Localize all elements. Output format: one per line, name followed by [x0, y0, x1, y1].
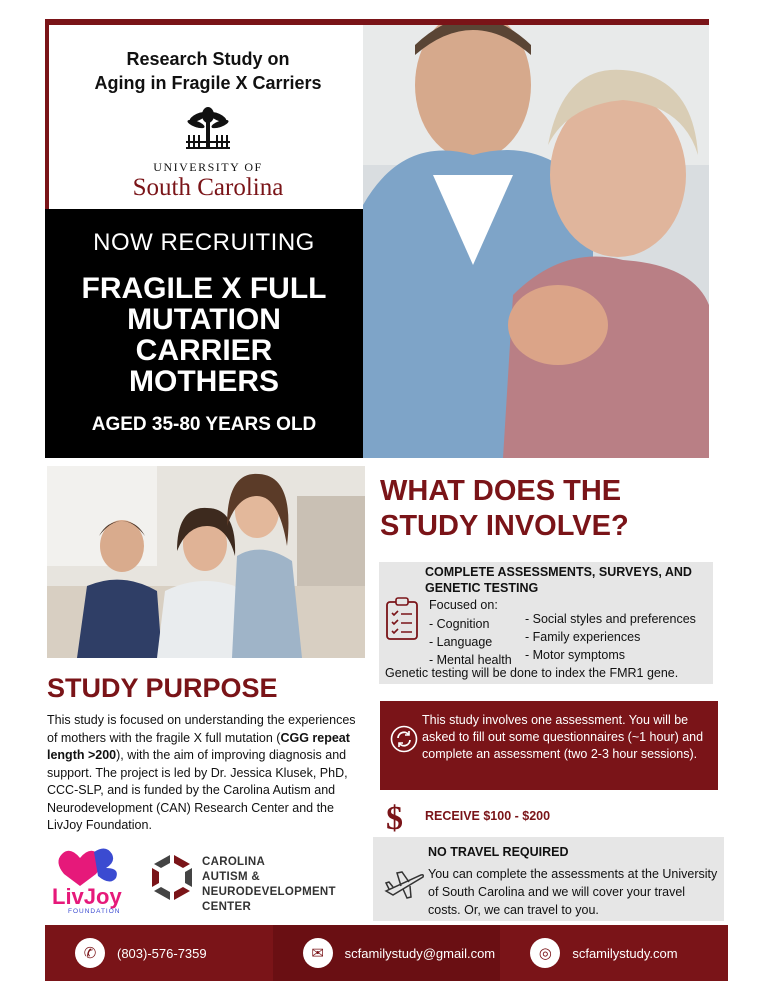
university-name: South Carolina: [132, 174, 284, 201]
livjoy-logo: [50, 846, 140, 914]
purpose-text-bold: CGG repeat length >200: [47, 730, 350, 762]
genetic-testing-note: Genetic testing will be done to index the FMR1 gene.: [385, 666, 679, 680]
phone-number[interactable]: (803)-576-7359: [117, 945, 207, 961]
livjoy-subtitle: FOUNDATION: [68, 908, 121, 914]
involve-heading-line2: STUDY INVOLVE?: [380, 510, 629, 542]
involve-heading: [380, 474, 710, 544]
contact-footer: [45, 925, 728, 981]
website-contact[interactable]: [500, 925, 728, 981]
assessments-panel: [379, 562, 713, 684]
clipboard-checklist-icon: [385, 597, 419, 641]
assessments-title: COMPLETE ASSESSMENTS, SURVEYS, AND GENETIC TESTING: [425, 565, 692, 595]
can-center-logo: [150, 851, 360, 913]
can-name-line1: CAROLINA: [202, 856, 266, 868]
travel-panel: [373, 837, 724, 921]
purpose-text-part: ), with the aim of improving diagnosis and support. The project is led by Dr. Jessica Klusek, PhD, CCC-SLP, and is funded by the Carolina Autism and Neurodevelopment (CAN) Research Center and the LivJoy Foundation.: [47, 748, 348, 832]
recruiting-target-line2: MUTATION: [127, 303, 281, 336]
usc-logo: [49, 105, 367, 201]
livjoy-name: LivJoy: [52, 884, 122, 909]
focus-item: - Motor symptoms: [525, 648, 626, 662]
travel-description: You can complete the assessments at the University of South Carolina and we will cover your travel costs. Or, we can travel to you.: [428, 867, 718, 917]
study-title-line1: Research Study on: [126, 49, 290, 69]
palmetto-icon: [183, 105, 233, 153]
assessment-description: This study involves one assessment. You will be asked to fill out some questionnaires (~1 hour) and complete an assessment (two 2-3 hour sessions).: [422, 713, 704, 761]
recruiting-target-line1: FRAGILE X FULL: [81, 272, 327, 305]
university-label: UNIVERSITY OF: [153, 160, 263, 174]
recruiting-target-line4: MOTHERS: [129, 365, 279, 398]
phone-contact[interactable]: [45, 925, 273, 981]
purpose-heading: STUDY PURPOSE: [47, 673, 278, 703]
focus-item: - Social styles and preferences: [525, 612, 696, 626]
recruiting-target-line3: CARRIER: [135, 334, 273, 367]
airplane-icon: [383, 869, 425, 899]
recruiting-box: [45, 209, 363, 458]
photo-mother-son: [363, 25, 709, 458]
can-emblem-icon: [150, 851, 198, 905]
focus-list-right: [525, 610, 696, 664]
age-range: AGED 35-80 YEARS OLD: [91, 414, 317, 435]
travel-title: NO TRAVEL REQUIRED: [428, 845, 569, 859]
website-link[interactable]: scfamilystudy.com: [572, 945, 678, 961]
focus-item: - Family experiences: [525, 630, 641, 644]
now-recruiting-label: NOW RECRUITING: [93, 229, 315, 256]
compensation-amount: RECEIVE $100 - $200: [425, 809, 551, 823]
email-contact[interactable]: [273, 925, 501, 981]
envelope-icon: ✉: [303, 938, 333, 968]
assessment-info-panel: [380, 701, 718, 790]
dollar-icon: $: [386, 800, 403, 837]
focus-item: - Language: [429, 635, 493, 649]
email-address[interactable]: scfamilystudy@gmail.com: [344, 945, 496, 961]
can-name-line3: CENTER: [202, 901, 252, 913]
photo-family: [47, 466, 365, 658]
globe-icon: ◎: [530, 938, 560, 968]
involve-heading-line1: WHAT DOES THE: [380, 475, 622, 507]
can-center-name: [202, 855, 360, 915]
focus-list-left: [429, 615, 512, 669]
focus-item: - Cognition: [429, 617, 490, 631]
purpose-text: [47, 712, 361, 835]
phone-icon: ✆: [75, 938, 105, 968]
focus-item: - Mental health: [429, 653, 512, 667]
focused-on-label: Focused on:: [429, 598, 498, 612]
study-title: [49, 47, 367, 95]
can-name-line2: AUTISM & NEURODEVELOPMENT: [202, 871, 336, 898]
study-title-line2: Aging in Fragile X Carriers: [94, 73, 322, 93]
refresh-cycle-icon: [390, 725, 418, 753]
purpose-text-part: This study is focused on understanding the experiences of mothers with the fragile X full mutation (: [47, 713, 356, 745]
recruiting-target: [45, 273, 363, 397]
header-box: [45, 25, 363, 209]
